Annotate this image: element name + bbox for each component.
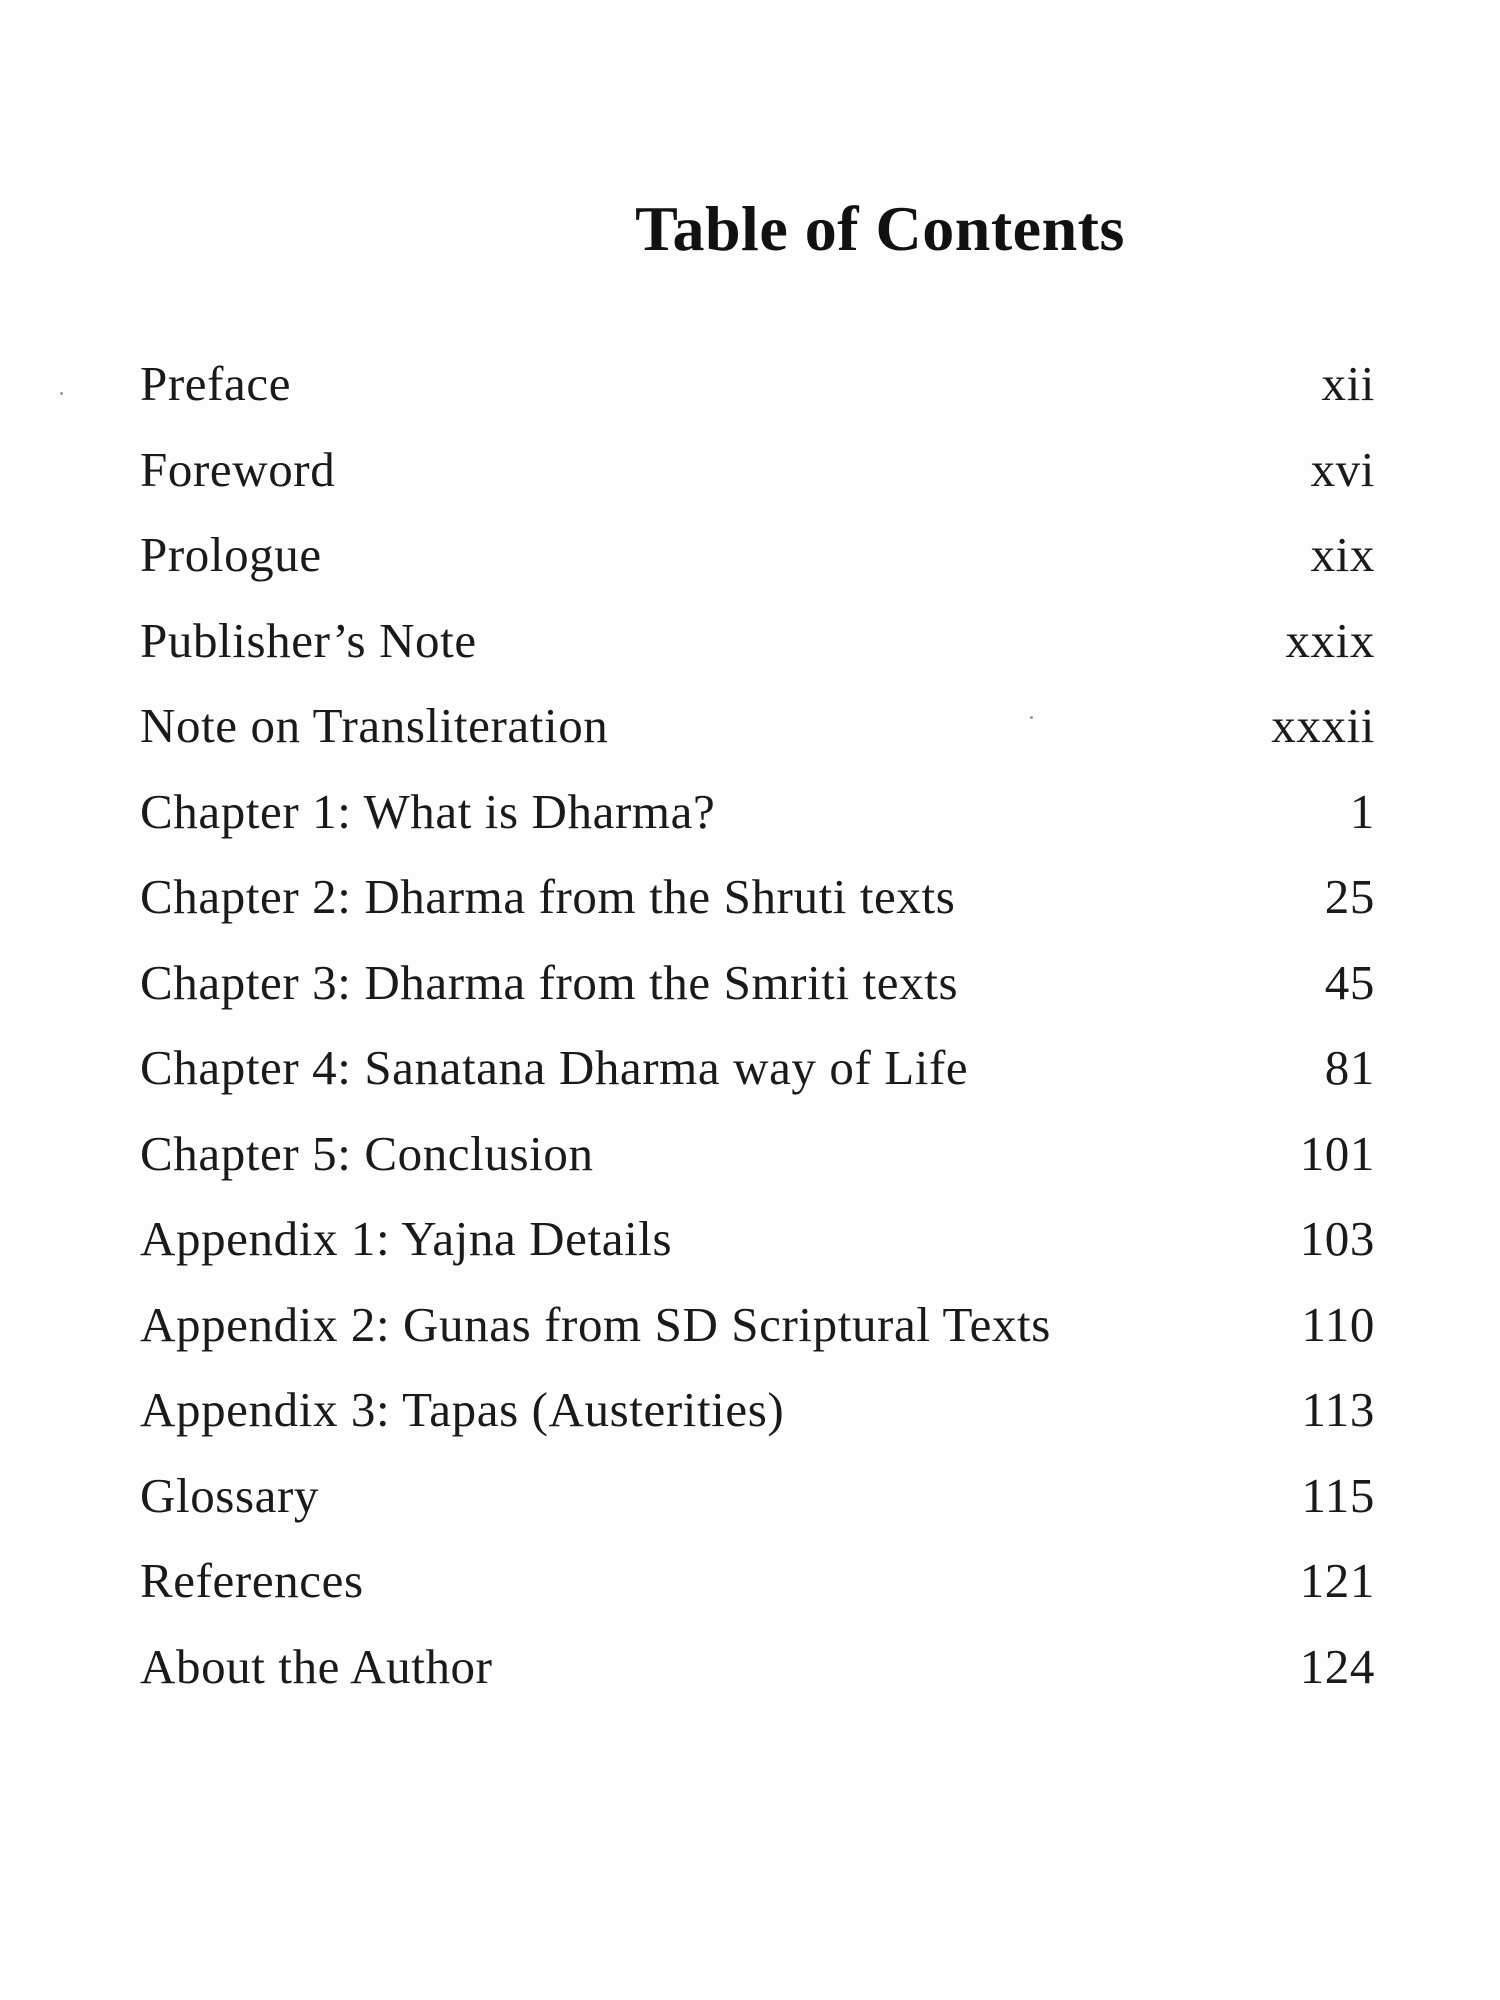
toc-entry-references bbox=[140, 1552, 1375, 1638]
table-of-contents bbox=[140, 355, 1375, 1723]
toc-entry-about-the-author bbox=[140, 1638, 1375, 1724]
toc-entry-title: Appendix 1: Yajna Details bbox=[140, 1211, 673, 1266]
toc-entry-page: 1 bbox=[1349, 783, 1375, 839]
toc-entry-chapter-1 bbox=[140, 783, 1375, 869]
toc-entry-page: xix bbox=[1310, 527, 1375, 582]
toc-entry-page: 25 bbox=[1324, 869, 1375, 924]
toc-entry-title: References bbox=[140, 1553, 364, 1608]
toc-entry-page: 101 bbox=[1299, 1125, 1375, 1181]
toc-entry-page: 115 bbox=[1301, 1467, 1375, 1523]
toc-entry-page: 124 bbox=[1299, 1638, 1375, 1694]
toc-entry-title: Glossary bbox=[140, 1467, 320, 1523]
toc-entry-title: Chapter 5: Conclusion bbox=[140, 1125, 594, 1181]
toc-entry-page: 121 bbox=[1299, 1553, 1375, 1608]
toc-entry-page: 110 bbox=[1301, 1296, 1375, 1352]
toc-entry-title: Chapter 4: Sanatana Dharma way of Life bbox=[140, 1040, 969, 1095]
toc-entry-title: Foreword bbox=[140, 441, 336, 497]
toc-entry-preface bbox=[140, 355, 1375, 441]
toc-entry-foreword bbox=[140, 441, 1375, 527]
toc-entry-chapter-5 bbox=[140, 1125, 1375, 1211]
toc-entry-prologue bbox=[140, 526, 1375, 612]
toc-entry-publishers-note bbox=[140, 612, 1375, 698]
toc-entry-title: Prologue bbox=[140, 527, 322, 582]
toc-entry-title: Appendix 2: Gunas from SD Scriptural Texts bbox=[140, 1296, 1051, 1352]
toc-entry-title: Preface bbox=[140, 356, 292, 411]
toc-entry-page: xvi bbox=[1310, 441, 1375, 497]
toc-entry-page: 113 bbox=[1301, 1382, 1375, 1437]
toc-entry-title: Chapter 1: What is Dharma? bbox=[140, 783, 716, 839]
toc-entry-appendix-1 bbox=[140, 1210, 1375, 1296]
toc-entry-title: Appendix 3: Tapas (Austerities) bbox=[140, 1382, 785, 1437]
toc-entry-title: Publisher’s Note bbox=[140, 612, 477, 668]
toc-entry-appendix-3 bbox=[140, 1381, 1375, 1467]
toc-entry-chapter-4 bbox=[140, 1039, 1375, 1125]
toc-entry-chapter-2 bbox=[140, 868, 1375, 954]
toc-entry-glossary bbox=[140, 1467, 1375, 1553]
toc-entry-page: 45 bbox=[1324, 954, 1375, 1010]
toc-entry-chapter-3 bbox=[140, 954, 1375, 1040]
toc-entry-title: Chapter 2: Dharma from the Shruti texts bbox=[140, 869, 956, 924]
toc-entry-title: About the Author bbox=[140, 1638, 493, 1694]
toc-entry-title: Note on Transliteration bbox=[140, 698, 609, 753]
toc-entry-page: 81 bbox=[1324, 1040, 1375, 1095]
toc-entry-title: Chapter 3: Dharma from the Smriti texts bbox=[140, 954, 959, 1010]
paper-speck bbox=[1030, 716, 1033, 719]
toc-entry-appendix-2 bbox=[140, 1296, 1375, 1382]
page-title: Table of Contents bbox=[635, 193, 1125, 264]
toc-entry-page: xxxii bbox=[1271, 698, 1375, 753]
paper-speck bbox=[60, 392, 63, 395]
toc-entry-note-on-transliteration bbox=[140, 697, 1375, 783]
toc-entry-page: xii bbox=[1321, 356, 1375, 411]
toc-entry-page: xxix bbox=[1285, 612, 1375, 668]
toc-entry-page: 103 bbox=[1299, 1211, 1375, 1266]
